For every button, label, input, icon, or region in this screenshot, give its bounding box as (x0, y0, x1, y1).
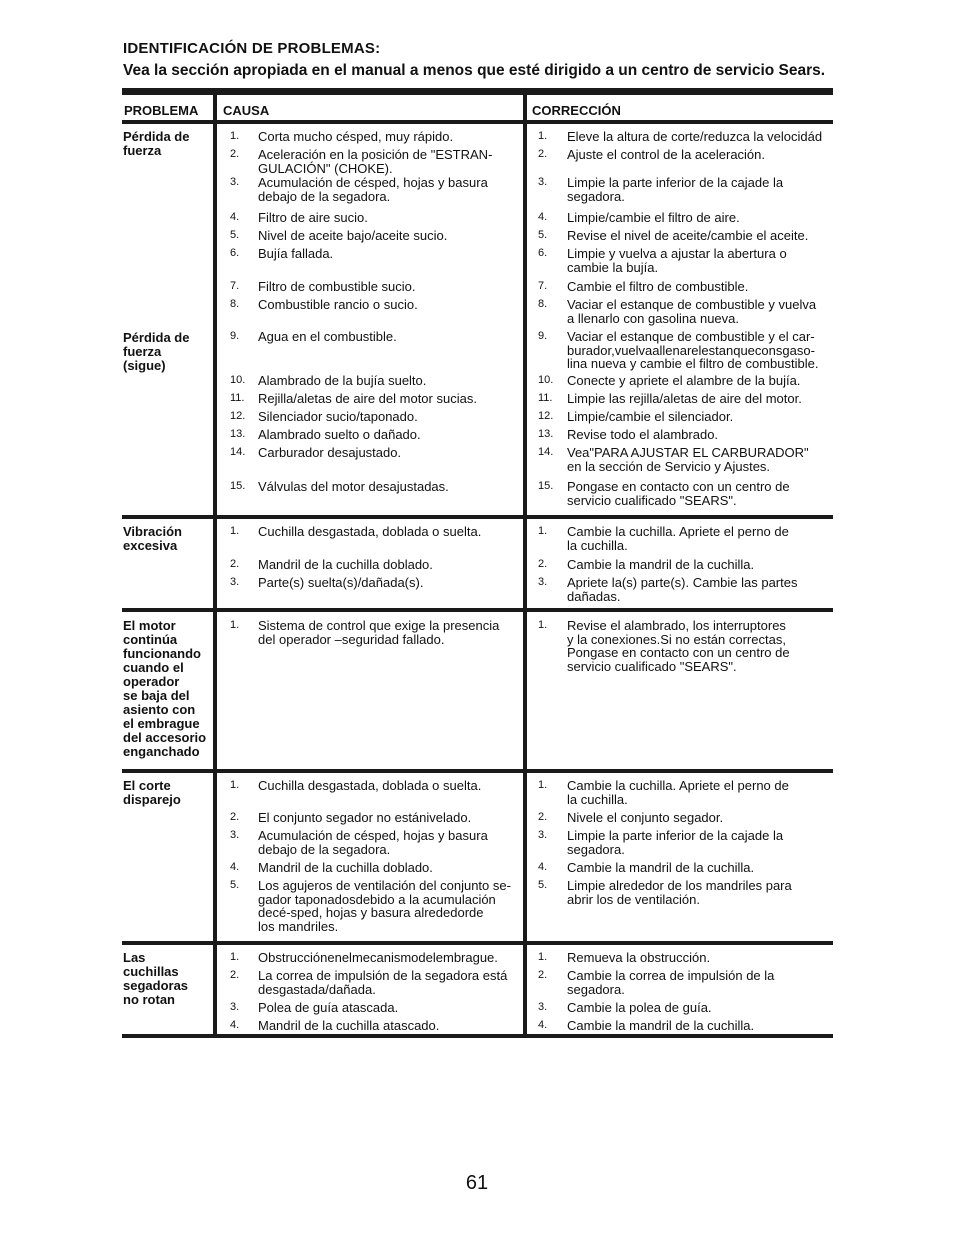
problem-label: Las cuchillas segadoras no rotan (123, 950, 189, 1007)
correction-number: 5. (538, 229, 548, 241)
problem-group (122, 773, 833, 941)
cause-number: 1. (230, 951, 240, 963)
header-correction: CORRECCIÓN (532, 103, 621, 118)
column-divider (523, 773, 527, 941)
cause-number: 4. (230, 211, 240, 223)
cause-text: Filtro de combustible sucio. (258, 279, 416, 294)
cause-text: Acumulación de césped, hojas y basura debajo de la segadora. (258, 175, 488, 204)
correction-text: Limpie la parte inferior de la cajade la segadora. (567, 175, 784, 204)
correction-number: 11. (538, 392, 553, 404)
cause-number: 14. (230, 446, 246, 458)
cause-text: Aceleración en la posición de "ESTRAN- GULACIÓN" (CHOKE). (258, 147, 493, 176)
cause-number: 1. (230, 779, 240, 791)
cause-text: Polea de guía atascada. (258, 1000, 399, 1015)
column-divider (213, 519, 217, 608)
cause-number: 8. (230, 298, 240, 310)
header-problem: PROBLEMA (124, 103, 199, 118)
problem-label: El corte disparejo (123, 778, 181, 807)
cause-text: Parte(s) suelta(s)/dañada(s). (258, 575, 424, 590)
cause-number: 5. (230, 229, 240, 241)
cause-number: 5. (230, 879, 240, 891)
correction-text: Vaciar el estanque de combustible y el car- burador,vuelvaallenarelestanqueconsgaso- lina nueva y cambie el filtro de combustible. (567, 329, 819, 371)
cause-number: 1. (230, 525, 240, 537)
cause-text: Acumulación de césped, hojas y basura debajo de la segadora. (258, 828, 488, 857)
column-divider (213, 124, 217, 515)
cause-text: Cuchilla desgastada, doblada o suelta. (258, 778, 482, 793)
header-cause: CAUSA (223, 103, 270, 118)
correction-number: 1. (538, 619, 548, 631)
problem-label: Pérdida de fuerza (sigue) (123, 330, 190, 373)
correction-text: Limpie las rejilla/aletas de aire del motor. (567, 391, 802, 406)
problem-group (122, 945, 833, 1034)
column-divider (213, 773, 217, 941)
correction-text: Vea"PARA AJUSTAR EL CARBURADOR" en la sección de Servicio y Ajustes. (567, 445, 809, 474)
correction-number: 1. (538, 951, 548, 963)
cause-number: 7. (230, 280, 240, 292)
table-header (122, 95, 833, 120)
correction-text: Limpie/cambie el filtro de aire. (567, 210, 740, 225)
troubleshooting-table (122, 88, 833, 1038)
cause-text: La correa de impulsión de la segadora está desgastada/dañada. (258, 968, 508, 997)
correction-text: Limpie y vuelva a ajustar la abertura o cambie la bujía. (567, 246, 787, 275)
cause-number: 15. (230, 480, 246, 492)
cause-text: Agua en el combustible. (258, 329, 397, 344)
problem-group (122, 612, 833, 769)
correction-text: Cambie la cuchilla. Apriete el perno de la cuchilla. (567, 778, 789, 807)
cause-text: Corta mucho césped, muy rápido. (258, 129, 454, 144)
cause-number: 3. (230, 176, 240, 188)
correction-number: 3. (538, 829, 548, 841)
correction-number: 14. (538, 446, 554, 458)
column-divider (523, 124, 527, 515)
correction-text: Apriete la(s) parte(s). Cambie las partes dañadas. (567, 575, 798, 604)
problem-group (122, 124, 833, 515)
correction-text: Ajuste el control de la aceleración. (567, 147, 766, 162)
cause-number: 9. (230, 330, 240, 342)
correction-text: Cambie la mandril de la cuchilla. (567, 1018, 755, 1033)
correction-number: 10. (538, 374, 554, 386)
cause-number: 2. (230, 558, 240, 570)
cause-text: Mandril de la cuchilla doblado. (258, 860, 433, 875)
cause-text: Alambrado suelto o dañado. (258, 427, 421, 442)
problem-label: El motor continúa funcionando cuando el operador se baja del asiento con el embrague del accesorio enganchado (123, 618, 207, 759)
column-divider (523, 95, 527, 120)
correction-number: 4. (538, 861, 548, 873)
correction-text: Eleve la altura de corte/reduzca la velocidád (567, 129, 823, 144)
column-divider (523, 612, 527, 769)
correction-number: 4. (538, 1019, 548, 1031)
cause-number: 12. (230, 410, 246, 422)
correction-number: 2. (538, 148, 548, 160)
correction-number: 8. (538, 298, 548, 310)
cause-number: 11. (230, 392, 245, 404)
cause-text: Válvulas del motor desajustadas. (258, 479, 449, 494)
cause-text: Mandril de la cuchilla atascado. (258, 1018, 440, 1033)
correction-number: 3. (538, 576, 548, 588)
cause-number: 3. (230, 829, 240, 841)
cause-text: Filtro de aire sucio. (258, 210, 368, 225)
cause-number: 3. (230, 1001, 240, 1013)
correction-text: Cambie la mandril de la cuchilla. (567, 860, 755, 875)
correction-text: Conecte y apriete el alambre de la bujía. (567, 373, 801, 388)
correction-text: Revise el nivel de aceite/cambie el aceite. (567, 228, 809, 243)
correction-number: 15. (538, 480, 554, 492)
page-number: 61 (465, 1172, 489, 1194)
cause-number: 2. (230, 148, 240, 160)
correction-text: Nivele el conjunto segador. (567, 810, 724, 825)
correction-text: Revise el alambrado, los interruptores y la conexiones.Si no están correctas, Pongase en contacto con un centro de servicio cualificado "SEARS". (567, 618, 790, 674)
problem-label: Vibración excesiva (123, 524, 183, 553)
cause-number: 2. (230, 969, 240, 981)
correction-number: 2. (538, 969, 548, 981)
problem-group (122, 519, 833, 608)
cause-text: Nivel de aceite bajo/aceite sucio. (258, 228, 448, 243)
cause-text: Sistema de control que exige la presencia del operador –seguridad fallado. (258, 618, 500, 647)
correction-text: Revise todo el alambrado. (567, 427, 719, 442)
cause-text: Los agujeros de ventilación del conjunto se- gador taponadosdebido a la acumulación decé-sped, hojas y basura alrededorde los mandriles. (258, 878, 511, 934)
correction-number: 1. (538, 130, 548, 142)
correction-number: 3. (538, 1001, 548, 1013)
cause-number: 6. (230, 247, 240, 259)
correction-number: 2. (538, 811, 548, 823)
correction-text: Limpie la parte inferior de la cajade la segadora. (567, 828, 784, 857)
correction-number: 1. (538, 525, 548, 537)
correction-number: 6. (538, 247, 548, 259)
cause-number: 4. (230, 861, 240, 873)
cause-number: 3. (230, 576, 240, 588)
cause-text: Mandril de la cuchilla doblado. (258, 557, 433, 572)
column-divider (523, 519, 527, 608)
cause-text: El conjunto segador no estánivelado. (258, 810, 472, 825)
correction-text: Cambie el filtro de combustible. (567, 279, 749, 294)
correction-number: 12. (538, 410, 554, 422)
column-divider (213, 945, 217, 1034)
correction-text: Cambie la polea de guía. (567, 1000, 712, 1015)
correction-text: Cambie la cuchilla. Apriete el perno de la cuchilla. (567, 524, 789, 553)
correction-number: 2. (538, 558, 548, 570)
correction-number: 7. (538, 280, 548, 292)
correction-number: 13. (538, 428, 554, 440)
correction-text: Cambie la correa de impulsión de la segadora. (567, 968, 775, 997)
column-divider (213, 95, 217, 120)
cause-text: Alambrado de la bujía suelto. (258, 373, 427, 388)
correction-text: Cambie la mandril de la cuchilla. (567, 557, 755, 572)
cause-number: 13. (230, 428, 246, 440)
cause-number: 2. (230, 811, 240, 823)
page-title: IDENTIFICACIÓN DE PROBLEMAS: (123, 40, 381, 57)
column-divider (523, 945, 527, 1034)
cause-text: Obstrucciónenelmecanismodelembrague. (258, 950, 498, 965)
problem-label: Pérdida de fuerza (123, 129, 190, 158)
cause-text: Carburador desajustado. (258, 445, 402, 460)
cause-text: Cuchilla desgastada, doblada o suelta. (258, 524, 482, 539)
cause-number: 1. (230, 130, 240, 142)
table-top-rule (122, 88, 833, 95)
correction-number: 4. (538, 211, 548, 223)
row-rule (122, 1034, 833, 1038)
correction-number: 5. (538, 879, 548, 891)
correction-text: Remueva la obstrucción. (567, 950, 711, 965)
cause-number: 4. (230, 1019, 240, 1031)
correction-number: 1. (538, 779, 548, 791)
cause-text: Combustible rancio o sucio. (258, 297, 418, 312)
column-divider (213, 612, 217, 769)
correction-text: Limpie alrededor de los mandriles para abrir los de ventilación. (567, 878, 792, 907)
cause-text: Bujía fallada. (258, 246, 334, 261)
cause-text: Silenciador sucio/taponado. (258, 409, 418, 424)
cause-number: 10. (230, 374, 246, 386)
correction-text: Limpie/cambie el silenciador. (567, 409, 734, 424)
correction-text: Pongase en contacto con un centro de servicio cualificado "SEARS". (567, 479, 790, 508)
page-subtitle: Vea la sección apropiada en el manual a menos que esté dirigido a un centro de servicio Sears. (123, 62, 826, 79)
correction-number: 9. (538, 330, 548, 342)
cause-number: 1. (230, 619, 240, 631)
cause-text: Rejilla/aletas de aire del motor sucias. (258, 391, 477, 406)
correction-number: 3. (538, 176, 548, 188)
correction-text: Vaciar el estanque de combustible y vuelva a llenarlo con gasolina nueva. (567, 297, 817, 326)
